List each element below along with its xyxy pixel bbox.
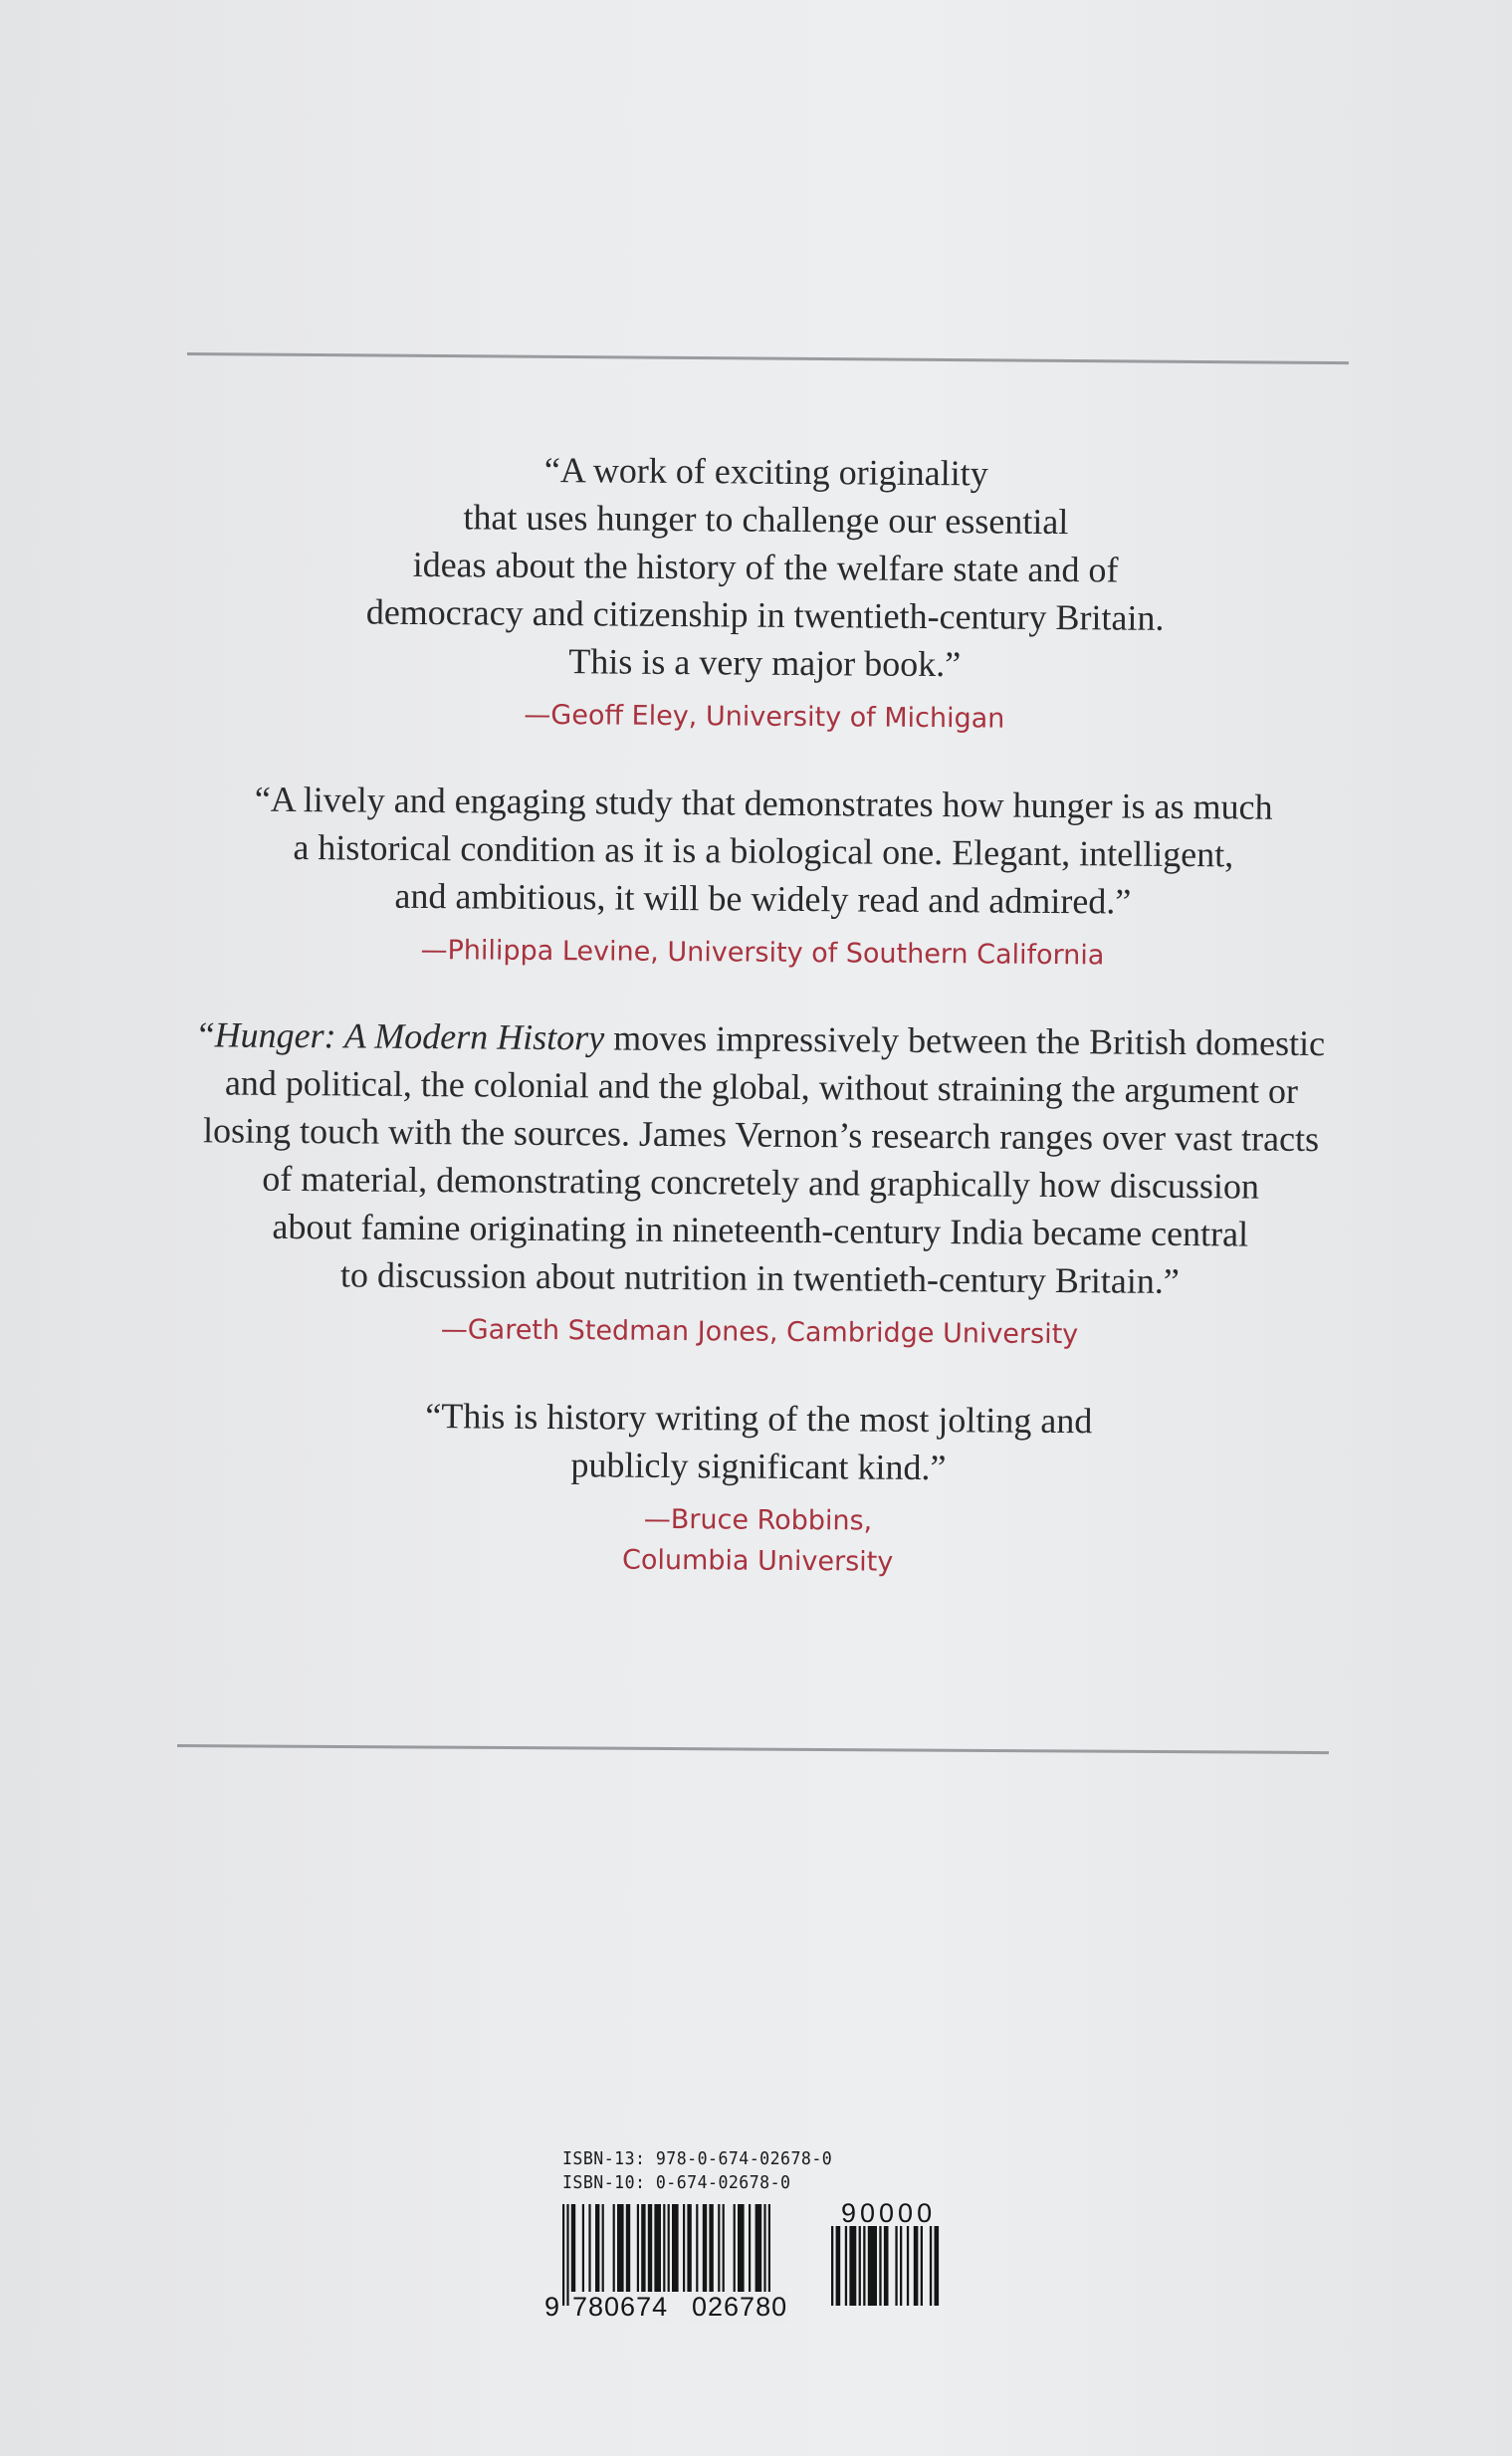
quote-line: This is a very major book.” [568, 641, 962, 685]
barcode-bar [831, 2226, 833, 2306]
price-addon-barcode-bars [831, 2226, 951, 2310]
quote-line: “A lively and engaging study that demonstrates how hunger is as much [254, 779, 1273, 827]
quote-line-rest: moves impressively between the British domestic [604, 1017, 1326, 1064]
barcode-bar [595, 2204, 599, 2292]
barcode-bar [763, 2204, 765, 2306]
blurb-bruce-robbins [160, 1390, 1356, 1586]
barcode-bar [895, 2226, 897, 2306]
blurb-quote [165, 775, 1361, 927]
barcode-bar [859, 2226, 861, 2306]
open-quote: “ [198, 1014, 215, 1055]
blurb-geoff-eley [167, 443, 1364, 742]
barcode-bar [641, 2204, 645, 2292]
barcode-bar [836, 2226, 841, 2306]
barcode-bar [723, 2204, 725, 2292]
barcode-bar [914, 2226, 919, 2306]
quote-line: that uses hunger to challenge our essential [463, 497, 1069, 543]
attribution-line: —Bruce Robbins, [643, 1503, 873, 1537]
blurbs-section [160, 443, 1364, 1586]
book-title-italic: Hunger: A Modern History [214, 1014, 605, 1058]
barcode-bar [921, 2226, 923, 2306]
quote-line: of material, demonstrating concretely and graphically how discussion [262, 1158, 1260, 1207]
barcode-bar [654, 2204, 661, 2292]
barcode-bar [884, 2226, 889, 2306]
blurb-attribution [167, 692, 1362, 742]
barcode-bar [602, 2204, 604, 2292]
barcode-bar [696, 2204, 698, 2292]
barcode-bar [613, 2204, 615, 2292]
quote-line: publicly significant kind.” [570, 1445, 947, 1488]
attribution-line: —Philippa Levine, University of Southern California [420, 934, 1105, 972]
blurb-quote [167, 443, 1364, 691]
barcode-bar [637, 2204, 639, 2292]
quote-line: losing touch with the sources. James Vernon’s research ranges over vast tracts [202, 1110, 1320, 1160]
barcode-bar [562, 2204, 564, 2306]
barcode-bar [617, 2204, 624, 2292]
barcode-bar [709, 2204, 713, 2292]
quote-line: ideas about the history of the welfare state and of [412, 544, 1119, 590]
quote-line: about famine originating in nineteenth-century India became central [272, 1206, 1249, 1254]
barcode-bar [845, 2226, 847, 2306]
blurb-attribution [165, 928, 1360, 978]
barcode-digit-first: 9 [544, 2292, 560, 2322]
blurb-quote [162, 1010, 1359, 1306]
attribution-line: Columbia University [621, 1544, 894, 1578]
barcode-bar [849, 2226, 856, 2306]
barcode-bar [566, 2204, 568, 2306]
quote-line: and political, the colonial and the global, without straining the argument or [224, 1062, 1299, 1111]
barcode-bar [571, 2204, 575, 2292]
quote-line: a historical condition as it is a biological one. Elegant, intelligent, [293, 826, 1234, 875]
barcode-bar [718, 2204, 720, 2292]
barcode-bar [863, 2226, 865, 2306]
barcode-bar [935, 2226, 940, 2306]
blurb-attribution [162, 1307, 1357, 1357]
barcode-bar [588, 2204, 590, 2292]
blurb-philippa-levine [165, 775, 1361, 978]
bottom-divider-rule [177, 1744, 1329, 1754]
barcode-bar [900, 2226, 902, 2306]
isbn-13-label: ISBN-13: 978-0-674-02678-0 [562, 2148, 833, 2169]
blurb-gareth-stedman-jones [162, 1010, 1360, 1357]
attribution-line: —Gareth Stedman Jones, Cambridge University [440, 1314, 1079, 1351]
barcode-bar [703, 2204, 707, 2292]
barcode-bar [907, 2226, 909, 2306]
barcode-bar [768, 2204, 770, 2306]
barcode-bar [672, 2204, 679, 2292]
quote-line: “A work of exciting originality [543, 449, 988, 494]
quote-line: to discussion about nutrition in twentieth-century Britain.” [339, 1254, 1180, 1301]
isbn-barcode [542, 2148, 971, 2328]
blurb-attribution [160, 1495, 1356, 1586]
barcode-bar [668, 2204, 670, 2292]
blurb-quote [161, 1390, 1357, 1494]
barcode-bar [738, 2204, 745, 2292]
barcode-digits-left: 780674 [572, 2292, 669, 2322]
quote-line: “This is history writing of the most jolting and [425, 1396, 1093, 1442]
attribution-line: —Geoff Eley, University of Michigan [524, 699, 1005, 735]
barcode-bar [756, 2204, 762, 2292]
barcode-bar [683, 2204, 685, 2292]
top-divider-rule [187, 352, 1349, 364]
barcode-digits-right: 026780 [692, 2292, 788, 2322]
barcode-bar [626, 2204, 630, 2292]
barcode-bar [663, 2204, 665, 2292]
barcode-bar [868, 2226, 877, 2306]
isbn-10-label: ISBN-10: 0-674-02678-0 [562, 2172, 791, 2193]
barcode-bar [648, 2204, 652, 2292]
barcode-bar [687, 2204, 691, 2292]
barcode-bar [582, 2204, 584, 2292]
quote-line: democracy and citizenship in twentieth-century Britain. [365, 591, 1165, 638]
quote-line: and ambitious, it will be widely read and admired.” [394, 875, 1132, 922]
barcode-bar [879, 2226, 881, 2306]
barcode-bar [930, 2226, 932, 2306]
barcode-bar [749, 2204, 751, 2292]
barcode-addon-digits: 90000 [841, 2198, 937, 2228]
barcode-bar [734, 2204, 736, 2292]
